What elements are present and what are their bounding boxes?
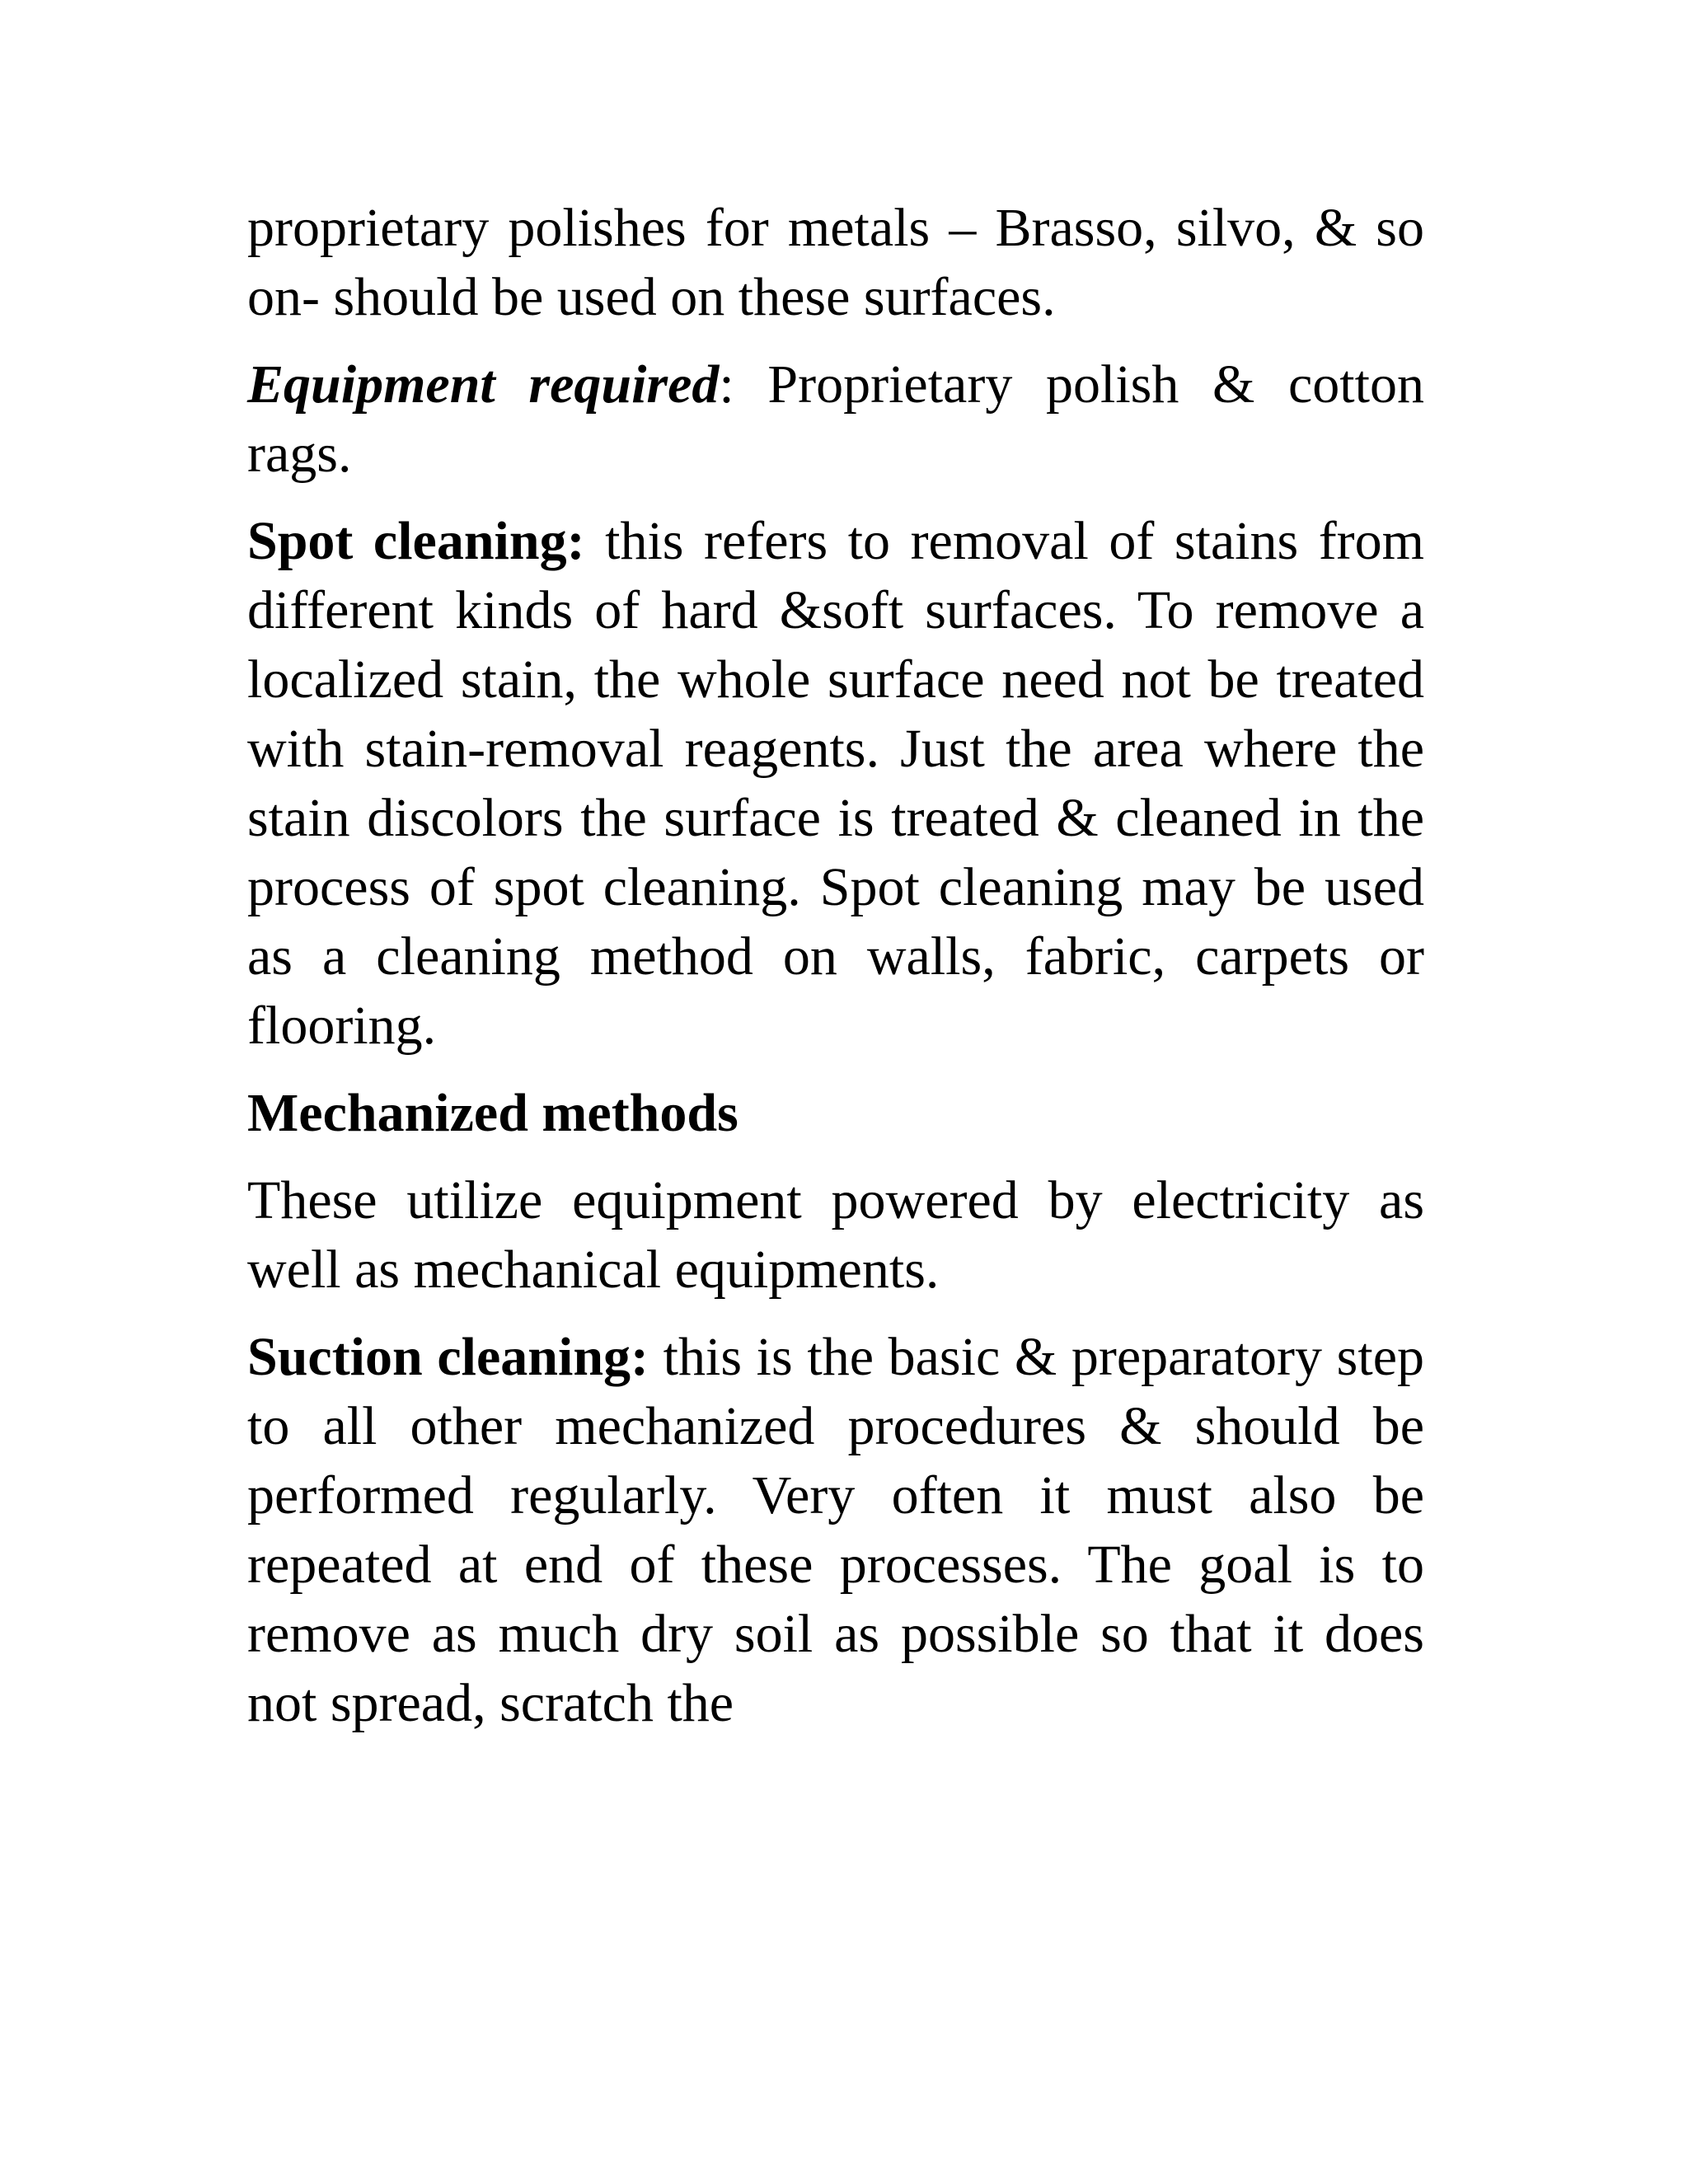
spot-cleaning-paragraph <box>247 507 1424 1061</box>
equipment-required-paragraph <box>247 350 1424 489</box>
metals-polish-paragraph: proprietary polishes for metals – Brasso, silvo, & so on- should be used on these surfaces. <box>247 198 1424 327</box>
spot-cleaning-text: this refers to removal of stains from different kinds of hard &soft surfaces. To remove a localized stain, the whole surface need not be treated with stain-removal reagents. Just the area where the stain discolors the surface is treated & cleaned in the process of spot cleaning. Spot cleaning may be used as a cleaning method on walls, fabric, carpets or flooring. <box>247 511 1424 1056</box>
equipment-required-colon: : <box>719 354 734 415</box>
document-page <box>247 194 1424 1756</box>
equipment-required-text: Proprietary polish & cotton rags. <box>247 354 1424 484</box>
spot-cleaning-term: Spot cleaning: <box>247 511 585 571</box>
suction-cleaning-term: Suction cleaning: <box>247 1327 649 1387</box>
mechanized-intro-paragraph: These utilize equipment powered by electricity as well as mechanical equipments. <box>247 1170 1424 1300</box>
suction-cleaning-paragraph <box>247 1323 1424 1738</box>
suction-cleaning-text: this is the basic & preparatory step to all other mechanized procedures & should be performed regularly. Very often it must also be repeated at end of these processes. The goal is to remove as much dry soil as possible so that it does not spread, scratch the <box>247 1327 1424 1733</box>
equipment-required-term: Equipment required <box>247 354 720 415</box>
mechanized-methods-heading: Mechanized methods <box>247 1083 738 1143</box>
